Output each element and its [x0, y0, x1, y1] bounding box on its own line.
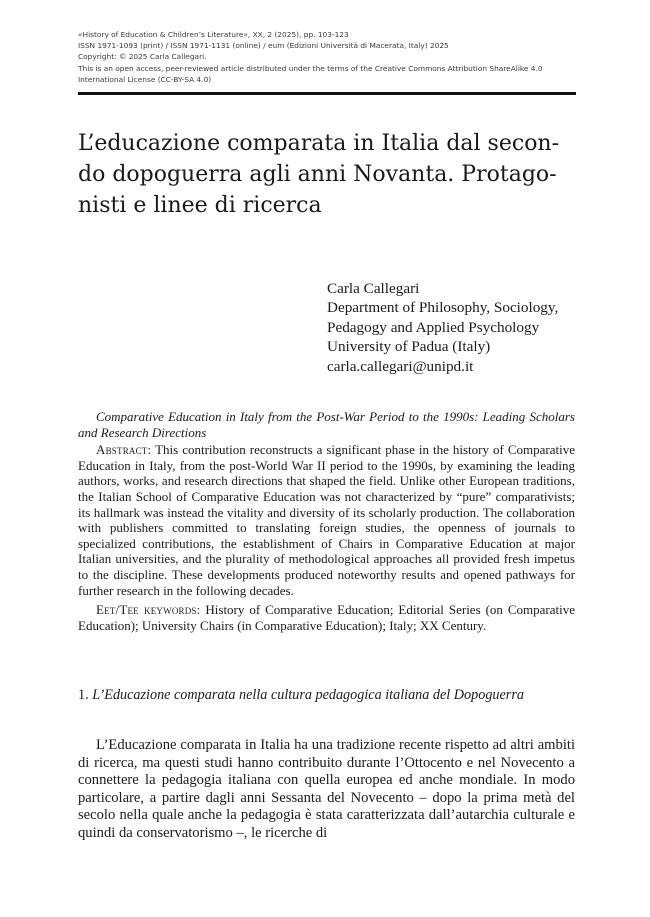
- affiliation-line-1: Department of Philosophy, Sociology,: [327, 299, 559, 317]
- article-title: [78, 128, 578, 221]
- copyright-line: Copyright: © 2025 Carla Callegari.: [78, 52, 207, 62]
- title-line-2: do dopoguerra agli anni Novanta. Protago-: [78, 162, 557, 187]
- section-title: L’Educazione comparata nella cultura pedagogica italiana del Dopoguerra: [92, 687, 524, 703]
- license-line: This is an open access, peer-reviewed article distributed under the terms of the Creative Commons Attribution ShareAlike 4.0: [78, 63, 543, 73]
- title-line-1: L’educazione comparata in Italia dal secon-: [78, 131, 560, 156]
- journal-header: [78, 29, 578, 85]
- author-name: Carla Callegari: [327, 280, 420, 297]
- affiliation-line-2: Pedagogy and Applied Psychology: [327, 318, 540, 336]
- abstract-label: Abstract:: [96, 442, 152, 458]
- header-rule: [78, 92, 576, 95]
- license-line-2: International License (CC-BY-SA 4.0): [78, 74, 212, 84]
- keywords-text: History of Comparative Education; Editorial Series (on Comparative Education); University Chairs (in Comparative Education); Italy; XX Century.: [78, 602, 575, 633]
- keywords-label: Eet/Tee keywords:: [96, 602, 201, 618]
- affiliation-line-3: University of Padua (Italy): [327, 338, 491, 356]
- author-email: carla.callegari@unipd.it: [327, 357, 474, 375]
- body-paragraph: L’Educazione comparata in Italia ha una tradizione recente rispetto ad altri ambiti di ricerca, ma questi studi hanno contribuito durante l’Ottocento e nel Novecento a connettere la pedagogia italiana con quella europea ed anche mondiale. In modo particolare, a partire dagli anni Sessanta del Novecento – dopo la prima metà del secolo nella quale anche la pedagogia è stata caratterizzata dall’autarchia culturale e quindi da conservatorismo –, le ricerche di: [78, 737, 575, 841]
- abstract-text: This contribution reconstructs a significant phase in the history of Comparative Education in Italy, from the post-World War II period to the 1990s, by examining the leading authors, works, and research directions that shaped the field. Unlike other European traditions, the Italian School of Comparative Education was not characterized by “pure” comparativists; its hallmark was instead the vitality and diversity of its scholarly production. The collaboration with publishers committed to translating foreign studies, the openness of journals to specialized contributions, the establishment of Chairs in Comparative Education at major Italian universities, and the plurality of methodological approaches all provided fresh impetus to the discipline. These developments produced noteworthy results and opened pathways for further research in the following decades.: [78, 442, 575, 598]
- keywords-paragraph: [78, 602, 575, 633]
- section-heading: [78, 686, 575, 704]
- title-line-3: nisti e linee di ricerca: [78, 193, 322, 218]
- english-title: Comparative Education in Italy from the Post-War Period to the 1990s: Leading Scholars and Research Directions: [78, 409, 575, 440]
- citation-line: «History of Education & Children’s Literature», XX, 2 (2025), pp. 103-123: [78, 30, 349, 39]
- abstract-section: [78, 409, 575, 633]
- author-block: [327, 279, 587, 376]
- issn-line: ISSN 1971-1093 (print) / ISSN 1971-1131 (online) / eum (Edizioni Università di Macerata, Italy) 2025: [78, 41, 449, 51]
- abstract-paragraph: [78, 442, 575, 598]
- section-number: 1.: [78, 687, 89, 703]
